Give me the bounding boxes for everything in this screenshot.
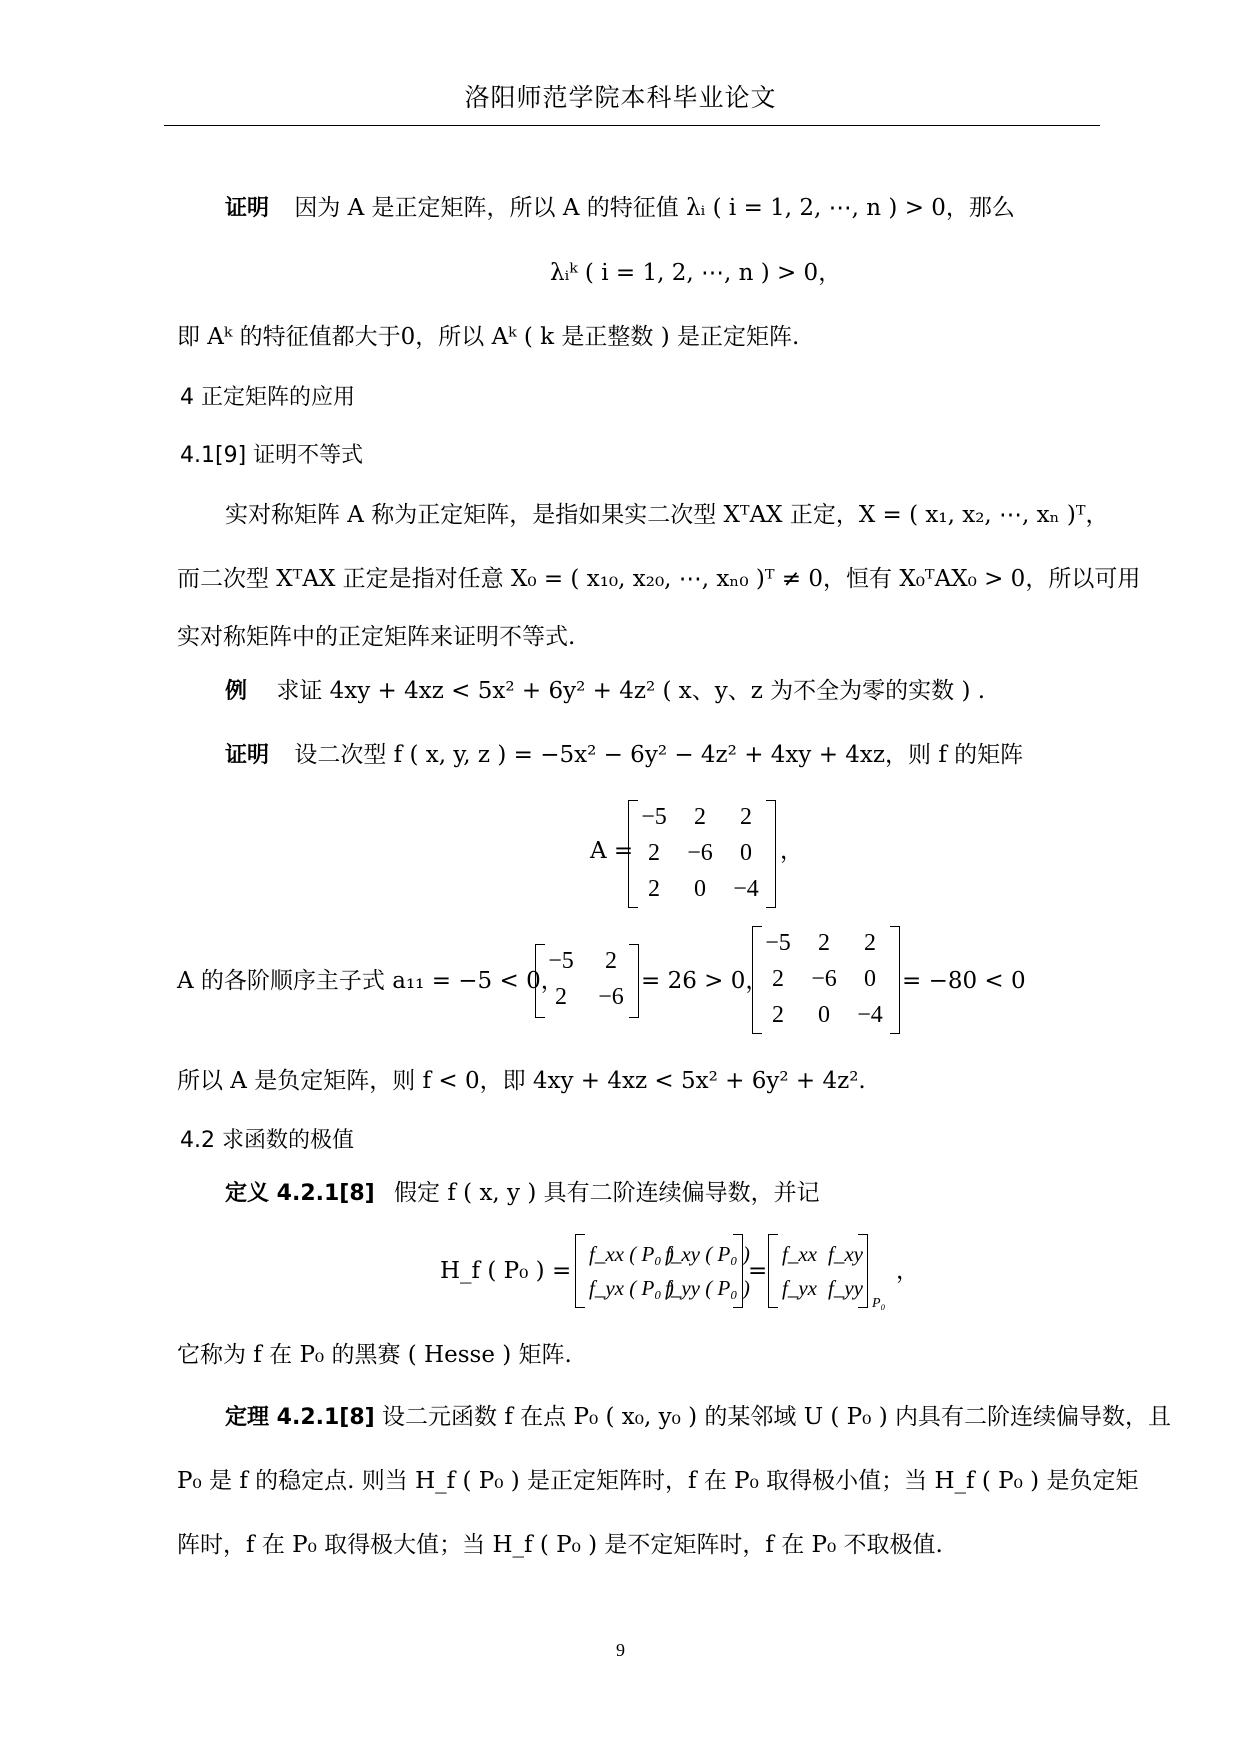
definition-text: 假定 f ( x, y ) 具有二阶连续偏导数，并记	[394, 1180, 820, 1206]
section-heading-4-1: 4.1[9] 证明不等式	[180, 443, 364, 468]
hessian-cell: f_xx	[782, 1242, 817, 1266]
hessian-cell: f_yy ( P₀ )	[665, 1276, 750, 1300]
example-text: 求证 4xy + 4xz < 5x² + 6y² + 4z² ( x、y、z 为不全为零的实数 ) .	[276, 678, 986, 704]
theorem-text: 设二元函数 f 在点 P₀ ( x₀, y₀ ) 的某邻域 U ( P₀ ) 内具有二阶连续偏导数，且	[382, 1404, 1171, 1430]
matrix-cell: −6	[598, 984, 624, 1010]
example-line	[225, 676, 985, 707]
theorem-line3: 阵时，f 在 P₀ 取得极大值；当 H_f ( P₀ ) 是不定矩阵时，f 在 P₀ 不取极值.	[177, 1532, 943, 1558]
proof1-formula: λᵢᵏ ( i = 1, 2, ⋯, n ) > 0，	[550, 260, 842, 286]
matrix-cell: 2	[772, 1002, 784, 1028]
matrix-cell: 0	[864, 966, 876, 992]
matrix-cell: 0	[694, 876, 706, 902]
hessian-cell: f_yx ( P₀ )	[589, 1276, 674, 1300]
hessian-label: H_f ( P₀ ) =	[440, 1258, 572, 1284]
example-label: 例	[225, 679, 248, 704]
proof1-text: 因为 A 是正定矩阵，所以 A 的特征值 λᵢ ( i = 1, 2, ⋯, n ) > 0，那么	[294, 195, 1015, 221]
matrix-cell: 2	[864, 930, 876, 956]
matrix-cell: 2	[694, 804, 706, 830]
matrix-cell: −6	[687, 840, 713, 866]
section41-para-line3: 实对称矩阵中的正定矩阵来证明不等式.	[177, 624, 576, 650]
hessian-cell: f_xy ( P₀ )	[665, 1242, 750, 1266]
matrix-cell: 0	[818, 1002, 830, 1028]
matrix-cell: 2	[648, 840, 660, 866]
minor3-value: = −80 < 0	[902, 968, 1026, 994]
hessian-cell: f_xx ( P₀ )	[589, 1242, 674, 1266]
matrix-cell: 2	[772, 966, 784, 992]
section41-para-line1: 实对称矩阵 A 称为正定矩阵，是指如果实二次型 XᵀAX 正定，X = ( x₁, x₂, ⋯, xₙ )ᵀ，	[225, 502, 1109, 528]
matrix-cell: 2	[555, 984, 567, 1010]
proof1-line1	[225, 193, 1015, 224]
matrix-cell: −4	[857, 1002, 883, 1028]
page-number: 9	[616, 1640, 625, 1660]
proof2-conclusion: 所以 A 是负定矩阵，则 f < 0，即 4xy + 4xz < 5x² + 6y² + 4z².	[177, 1068, 866, 1094]
section-heading-4: 4 正定矩阵的应用	[180, 385, 355, 410]
matrix-cell: 2	[740, 804, 752, 830]
minors-prefix: A 的各阶顺序主子式 a₁₁ = −5 < 0，	[177, 968, 564, 994]
matrix-a-suffix: ，	[780, 838, 803, 864]
proof-label: 证明	[225, 743, 270, 768]
hessian-equals: =	[748, 1258, 768, 1284]
theorem-line2: P₀ 是 f 的稳定点. 则当 H_f ( P₀ ) 是正定矩阵时，f 在 P₀ 取得极小值；当 H_f ( P₀ ) 是负定矩	[177, 1468, 1139, 1494]
matrix-cell: 2	[605, 948, 617, 974]
hessian-subscript: P₀	[872, 1296, 886, 1311]
section41-para-line2: 而二次型 XᵀAX 正定是指对任意 X₀ = ( x₁₀, x₂₀, ⋯, xₙ₀ )ᵀ ≠ 0，恒有 X₀ᵀAX₀ > 0，所以可用	[177, 566, 1141, 592]
matrix-cell: −5	[765, 930, 791, 956]
matrix-cell: −4	[733, 876, 759, 902]
theorem-line1	[225, 1402, 1171, 1433]
matrix-cell: 0	[740, 840, 752, 866]
page-header: 洛阳师范学院本科毕业论文	[464, 83, 777, 112]
definition-line	[225, 1178, 820, 1209]
proof2-line	[225, 740, 1023, 771]
matrix-a-label: A =	[590, 838, 634, 864]
proof1-conclusion: 即 Aᵏ 的特征值都大于0，所以 Aᵏ ( k 是正整数 ) 是正定矩阵.	[177, 324, 800, 350]
matrix-a	[628, 800, 776, 908]
hessian-matrix-2	[768, 1234, 868, 1308]
matrix-cell: 2	[818, 930, 830, 956]
hessian-matrix	[575, 1234, 750, 1308]
proof2-text: 设二次型 f ( x, y, z ) = −5x² − 6y² − 4z² + 4xy + 4xz，则 f 的矩阵	[294, 742, 1024, 768]
matrix-cell: 2	[648, 876, 660, 902]
hessian-cell: f_yx	[782, 1276, 817, 1300]
definition-label: 定义 4.2.1[8]	[225, 1181, 375, 1206]
hessian-cell: f_yy	[828, 1276, 863, 1300]
theorem-label: 定理 4.2.1[8]	[225, 1405, 375, 1430]
hessian-cell: f_xy	[828, 1242, 863, 1266]
definition-after: 它称为 f 在 P₀ 的黑赛 ( Hesse ) 矩阵.	[177, 1342, 572, 1368]
minor2-value: = 26 > 0，	[641, 968, 769, 994]
header-rule	[164, 125, 1100, 126]
section-heading-4-2: 4.2 求函数的极值	[180, 1128, 354, 1153]
matrix-cell: −6	[811, 966, 837, 992]
matrix-cell: −5	[641, 804, 667, 830]
minor2-matrix	[535, 944, 639, 1018]
proof-label: 证明	[225, 196, 270, 221]
hessian-suffix: ，	[896, 1258, 919, 1284]
minor3-matrix	[752, 926, 900, 1034]
matrix-cell: −5	[548, 948, 574, 974]
